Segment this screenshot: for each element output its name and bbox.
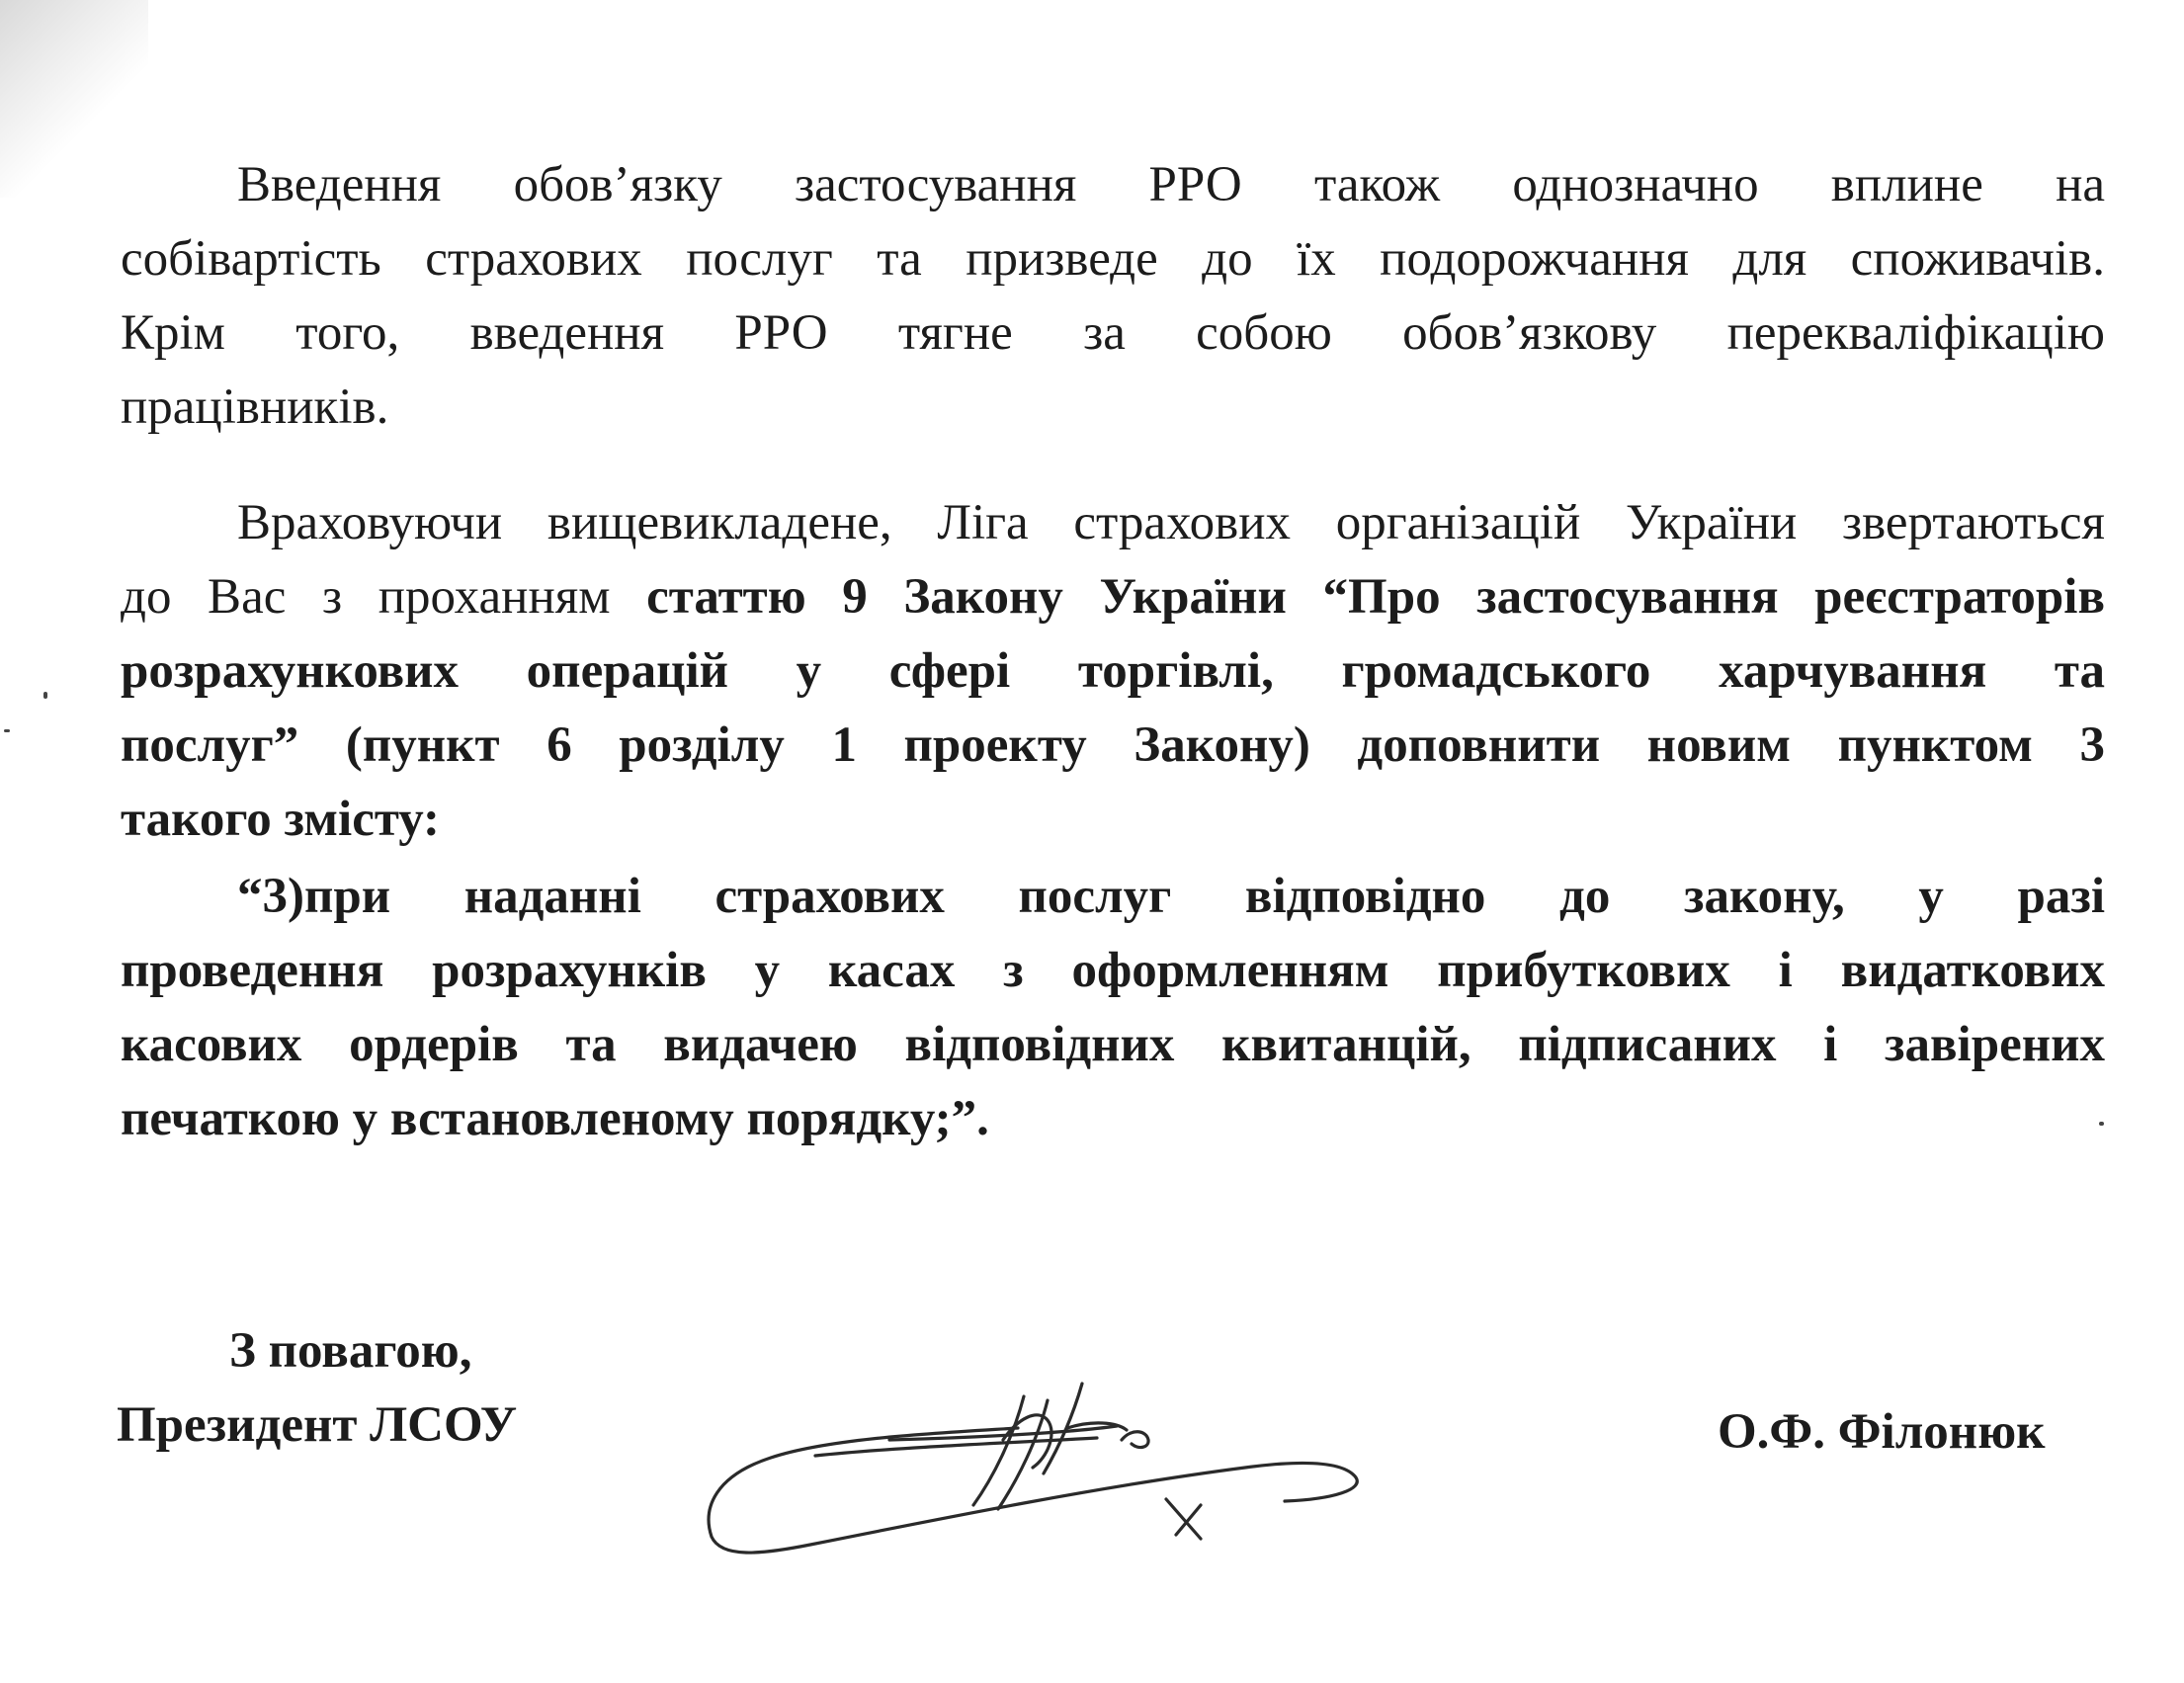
paragraph-line: касових ордерів та видачею відповідних квитанцій, підписаних і завірених (121, 1017, 2105, 1072)
paragraph-line: такого змісту: (121, 792, 441, 847)
paragraph-line: Враховуючи вищевикладене, Ліга страхових організацій України звертаються (237, 495, 2105, 550)
signer-position: Президент ЛСОУ (117, 1397, 518, 1453)
paragraph-line: “3)при наданні страхових послуг відповідно до закону, у разі (237, 869, 2105, 924)
paragraph-request (121, 486, 2105, 857)
paragraph-rro-cost (121, 148, 2105, 445)
paragraph-line-regular: до Вас з проханням (121, 569, 647, 625)
closing-regards: З повагою, (229, 1323, 472, 1379)
paragraph-line: собівартість страхових послуг та призведе до їх подорожчання для споживачів. (121, 231, 2105, 287)
signer-name: О.Ф. Філонюк (1718, 1404, 2046, 1460)
handwritten-signature (692, 1379, 1423, 1576)
paragraph-line: печаткою у встановленому порядку;”. (121, 1091, 989, 1146)
paragraph-line: послуг” (пункт 6 розділу 1 проекту Закону) доповнити новим пунктом 3 (121, 717, 2105, 773)
paragraph-line: Крім того, введення РРО тягне за собою обов’язкову перекваліфікацію (121, 305, 2105, 361)
paragraph-line: працівників. (121, 379, 389, 435)
paragraph-line (121, 560, 2105, 634)
scan-speck (4, 729, 10, 732)
scan-speck (43, 692, 47, 699)
paragraph-line: проведення розрахунків у касах з оформленням прибуткових і видаткових (121, 943, 2105, 998)
paragraph-line: Введення обов’язку застосування РРО також однозначно вплине на (237, 157, 2105, 212)
paragraph-line-bold: статтю 9 Закону України “Про застосування реєстраторів (646, 569, 2106, 625)
paragraph-amendment-quote (121, 860, 2105, 1156)
paragraph-line: розрахункових операцій у сфері торгівлі, громадського харчування та (121, 643, 2105, 699)
